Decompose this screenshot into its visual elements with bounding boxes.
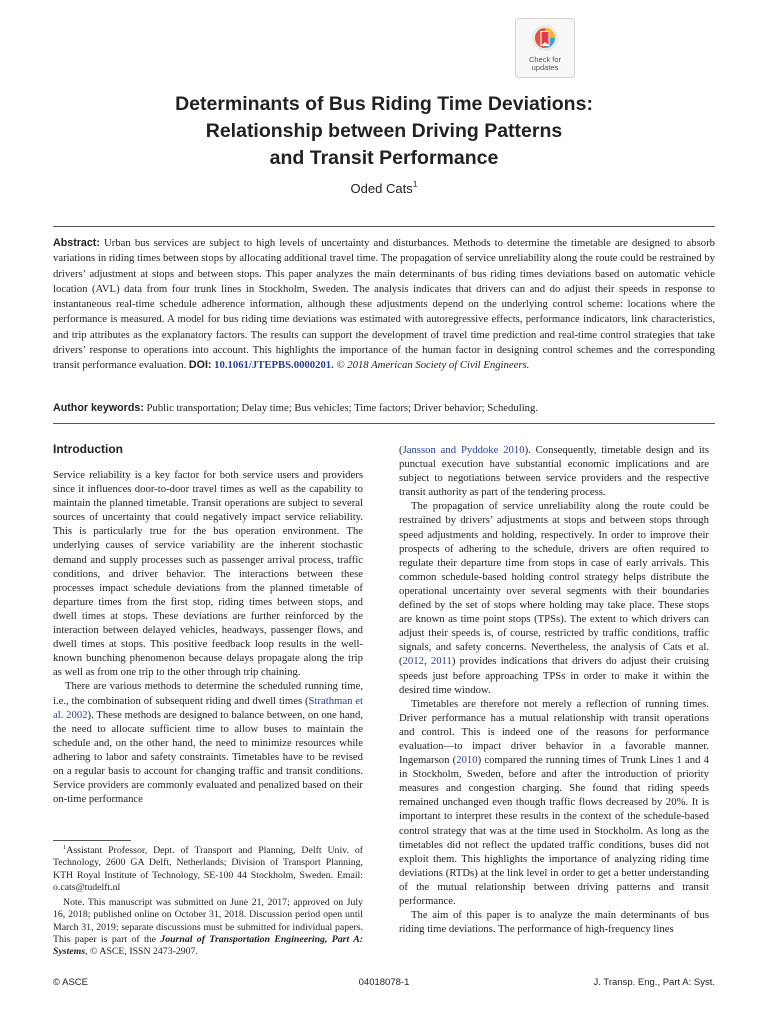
keywords-text: Public transportation; Delay time; Bus vehicles; Time factors; Driver behavior; Scheduling. bbox=[146, 402, 539, 414]
abstract-text: Urban bus services are subject to high levels of uncertainty and disturbances. Methods to determine the timetable are designed to absorb variations in riding times between stops by allocating additional travel time. The propagation of service unreliability along the route could be restrained by drivers’ adjustment at stops and between stops. This paper analyzes the main determinants of bus riding times deviations based on automatic vehicle location (AVL) data from four trunk lines in Stockholm, Sweden. The analysis indicates that drivers can and do adjust their speeds in response to instantaneous real-time schedule adherence information, although these adjustments depend on the underlying control scheme: locations where the performance is measured. A model for bus riding time deviations was estimated with autoregressive effects, performance indicators, link characteristics, and trip attributes as the explanatory factors. The results can support the development of travel time prediction and real-time control strategies that take drivers’ response to operations into account. This highlights the importance of the human factor in designing control schemes and the corresponding transit performance evaluation. bbox=[53, 237, 715, 372]
right-column bbox=[399, 443, 709, 936]
abstract bbox=[53, 236, 715, 374]
journal-name: Journal of Transportation Engineering, Part A: Systems bbox=[53, 934, 363, 958]
left-column bbox=[53, 442, 363, 806]
keywords-label: Author keywords: bbox=[53, 402, 144, 414]
title-line-1: Determinants of Bus Riding Time Deviations: bbox=[175, 93, 593, 115]
citation-cats-2012[interactable]: 2012 bbox=[402, 655, 424, 668]
check-for-updates-label: Check for updates bbox=[528, 55, 562, 72]
footnote-affiliation-text: Assistant Professor, Dept. of Transport and Planning, Delft Univ. of Technology, 2600 GA Delft, Netherlands; Division of Transport Planning, KTH Royal Institute of Technology, SE-100 44 Stockholm, Sweden. Email: o.cats@tudelft.nl bbox=[53, 845, 363, 893]
copyright-notice: © 2018 American Society of Civil Engineers. bbox=[336, 359, 530, 372]
abstract-label: Abstract: bbox=[53, 237, 100, 249]
right-paragraph-2: The propagation of service unreliability along the route could be restrained by drivers’ adjustments at stops and between stops through speed adjustments and holding, respectively. In order to improve their prospects of adhering to the schedule, drivers are often required to regulate their departure time from stops in case of early arrivals. This common schedule-based holding control strategy helps distribute the operational uncertainty over several segments with their boundaries defined by the set of stops where holding may take place. These stops are known as time point stops (TPSs). The extent to which drivers can adjust their speeds is, of course, restricted by traffic conditions, traffic signals, and safety concerns. Nevertheless, the analysis of Cats et al. (2012, 2011) provides indications that drivers do adjust their cruising speeds just before approaching TPSs in order to make it within the desired time window. bbox=[399, 500, 710, 696]
intro-p2-text-b: ). These methods are designed to balance between, on one hand, the need to allocate sufficient time to allow buses to maintain the schedule and, on the other hand, the need to minimize resources while adhering to labor and safety constraints. Timetables have to be revised on a regular basis to account for changing traffic and transit conditions. Service providers are commonly evaluated and penalized based on their on-time performance bbox=[53, 708, 363, 806]
citation-strathman[interactable]: Strathman et al. 2002 bbox=[53, 694, 363, 721]
doi-label: DOI: bbox=[188, 359, 212, 372]
footnote-note-end: , © ASCE, ISSN 2473-2907. bbox=[85, 946, 198, 958]
right-p3-text-a: Timetables are therefore not merely a reflection of running times. Driver performance has a mutual relationship with transit operations and control. This is indeed one of the reasons for performance evaluation—to impact driver behavior in a favorable manner. Ingemarson ( bbox=[399, 697, 709, 767]
footnote-affiliation bbox=[53, 845, 363, 894]
footnote-note-text: Note. This manuscript was submitted on June 21, 2017; approved on July 16, 2018; published online on October 31, 2018. Discussion period open until March 31, 2019; separate discussions must be submitted for individual papers. This paper is part of the bbox=[53, 897, 363, 946]
title-line-3: and Transit Performance bbox=[269, 147, 499, 169]
author-name: Oded Cats bbox=[350, 181, 413, 196]
right-p1-text: ). Consequently, timetable design and its punctual execution have substantial economic implications and are subject to negotiations between service providers and the respective transit authority as part of the tendering process. bbox=[399, 444, 709, 499]
check-for-updates-badge[interactable] bbox=[515, 18, 575, 78]
citation-ingemarson[interactable]: 2010 bbox=[456, 754, 478, 767]
abstract-top-rule bbox=[53, 226, 715, 227]
section-heading-introduction: Introduction bbox=[53, 442, 123, 456]
intro-paragraph-2 bbox=[53, 679, 363, 806]
footnote-submission-note bbox=[53, 897, 363, 958]
intro-paragraph-1: Service reliability is a key factor for both service users and providers since it influences door-to-door travel times as well as the capability to maintain the planned timetable. Transit operations are subject to several sources of uncertainty that could negatively impact service reliability. This is particularly true for the bus operation environment. The underlying causes of service variability are the inherent stochastic demand and supply processes such as passenger arrival process, traffic conditions, and driver behavior. The interactions between these processes impact schedule deviations from the planned timetable of departure times from the first stop, riding times between stops, and dwell times at stops. These deviations are further reinforced by the interaction between delayed vehicles, headways, passenger flows, and dwell times at stops. This positive feedback loop results in the well-known bunching phenomenon because delays propagate along the trip as well as from one trip to the other through trip chaining. bbox=[53, 469, 363, 679]
citation-jansson[interactable]: Jansson and Pyddoke 2010 bbox=[402, 444, 525, 456]
footnote-mark: 1 bbox=[63, 844, 67, 851]
footer-article-number: 04018078-1 bbox=[358, 977, 410, 988]
right-paragraph-4: The aim of this paper is to analyze the main determinants of bus riding time deviations. The performance of high-frequency lines bbox=[399, 909, 709, 936]
affiliation-mark: 1 bbox=[412, 179, 418, 189]
author-keywords bbox=[53, 401, 715, 416]
footnote-rule bbox=[53, 840, 131, 841]
right-p2-text-a: The propagation of service unreliability along the route could be restrained by drivers’ adjustments at stops and between stops through speed adjustments and holding, respectively. In order to improve their prospects of adhering to the schedule, drivers are often required to regulate their departure time from stops in case of early arrivals. This common schedule-based holding control strategy helps distribute the operational uncertainty over several segments with their boundaries defined by the set of stops where holding may take place. These stops are known as time point stops (TPSs). The extent to which drivers can adjust their speeds is, of course, restricted by traffic conditions, traffic signals, and safety concerns. Nevertheless, the analysis of Cats et al. ( bbox=[399, 500, 709, 668]
citation-cats-2011[interactable]: 2011 bbox=[430, 655, 452, 668]
footer-publisher: © ASCE bbox=[53, 977, 88, 988]
keywords-bottom-rule bbox=[53, 423, 715, 424]
crossmark-icon bbox=[530, 23, 560, 55]
footer-journal: J. Transp. Eng., Part A: Syst. bbox=[593, 977, 715, 988]
doi-link[interactable]: 10.1061/JTEPBS.0000201. bbox=[214, 359, 334, 372]
footnote bbox=[53, 845, 363, 962]
intro-p2-text-a: There are various methods to determine the scheduled running time, i.e., the combination of subsequent riding and dwell times ( bbox=[53, 680, 363, 707]
right-paragraph-3 bbox=[399, 697, 709, 908]
right-paragraph-1: (Jansson and Pyddoke 2010). Consequently, timetable design and its punctual execution have substantial economic implications and are subject to negotiations between service providers and the respective transit authority as part of the tendering process. bbox=[399, 444, 709, 499]
right-p2-text-b: ) provides indications that drivers do adjust their cruising speeds just before approaching TPSs in order to make it within the desired time window. bbox=[399, 655, 710, 696]
right-p3-text-b: ) compared the running times of Trunk Lines 1 and 4 in Stockholm, Sweden, before and after the introduction of priority measures and congestion charging. She found that riding speeds remained unchanged even though traffic flows decreased by 20%. It is important to interpret these results in the context of the schedule-based control strategy that was at the time used in Stockholm. As long as the timetables did not reflect the updated traffic conditions, buses did not exploit them. This highlights the importance of analyzing riding time deviations (RTDs) at the link level in order to get a better understanding of the mutual relationship between driving patterns and transit performance. bbox=[399, 754, 710, 907]
author-line bbox=[0, 181, 768, 196]
paper-title bbox=[60, 91, 708, 172]
title-line-2: Relationship between Driving Patterns bbox=[205, 120, 563, 142]
